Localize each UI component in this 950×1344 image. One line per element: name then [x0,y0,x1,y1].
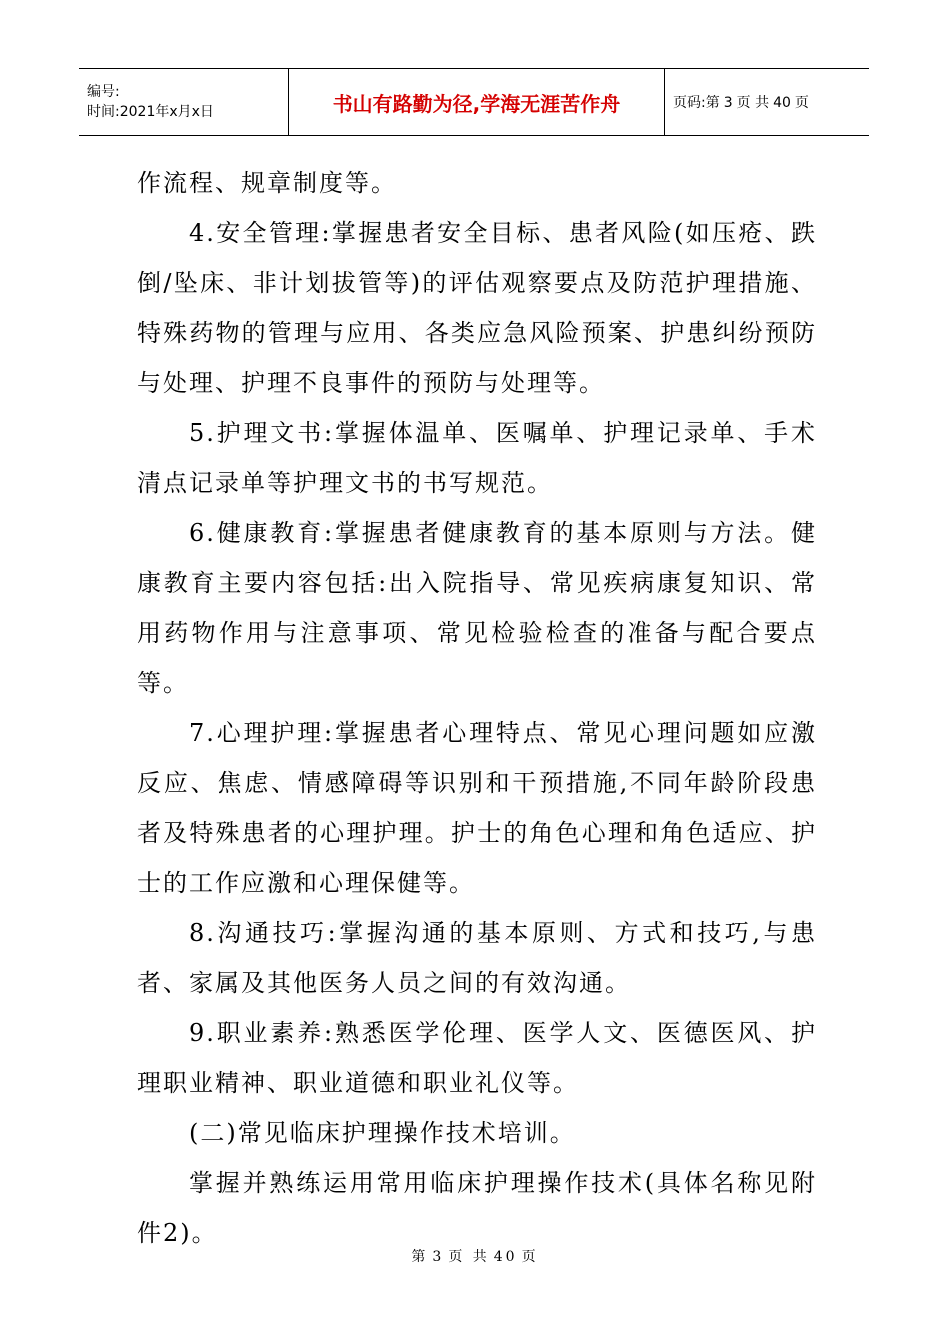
page-mid: 页 共 [736,95,770,111]
header-table [79,68,869,136]
document-date: 时间:2021年x月x日 [87,104,214,120]
footer-prefix: 第 [411,1249,429,1265]
header-page-info [665,69,870,136]
paragraph: (二)常见临床护理操作技术培训。 [189,1119,576,1147]
paragraph: 7.心理护理:掌握患者心理特点、常见心理问题如应激反应、焦虑、情感障碍等识别和干预措施,不同年龄阶段患者及特殊患者的心理护理。护士的角色心理和角色适应、护士的工作应激和心理保健等。 [137,719,817,897]
header-motto: 书山有路勤为径,学海无涯苦作舟 [289,69,665,136]
paragraph: 5.护理文书:掌握体温单、医嘱单、护理记录单、手术清点记录单等护理文书的书写规范。 [137,419,817,497]
paragraph: 4.安全管理:掌握患者安全目标、患者风险(如压疮、跌倒/坠床、非计划拔管等)的评估观察要点及防范护理措施、特殊药物的管理与应用、各类应急风险预案、护患纠纷预防与处理、护理不良事件的预防与处理等。 [137,219,817,397]
document-number-label: 编号: [87,84,120,100]
footer-mid: 页 共 [448,1249,490,1265]
header-meta-cell [79,69,289,136]
page-end: 页 [794,95,809,111]
footer-suffix: 页 [521,1249,539,1265]
page-footer [0,1246,950,1266]
paragraph: 作流程、规章制度等。 [137,169,397,197]
page-label: 页码:第 [673,95,720,111]
paragraph: 掌握并熟练运用常用临床护理操作技术(具体名称见附件2)。 [137,1169,817,1247]
paragraph: 8.沟通技巧:掌握沟通的基本原则、方式和技巧,与患者、家属及其他医务人员之间的有效沟通。 [137,919,817,997]
page-number: 3 [723,95,733,111]
page-total: 40 [773,95,791,111]
footer-page-number: 3 [432,1249,445,1265]
document-body [137,158,817,1258]
footer-page-total: 40 [493,1249,518,1265]
paragraph: 6.健康教育:掌握患者健康教育的基本原则与方法。健康教育主要内容包括:出入院指导、常见疾病康复知识、常用药物作用与注意事项、常见检验检查的准备与配合要点等。 [137,519,817,697]
paragraph: 9.职业素养:熟悉医学伦理、医学人文、医德医风、护理职业精神、职业道德和职业礼仪等。 [137,1019,817,1097]
